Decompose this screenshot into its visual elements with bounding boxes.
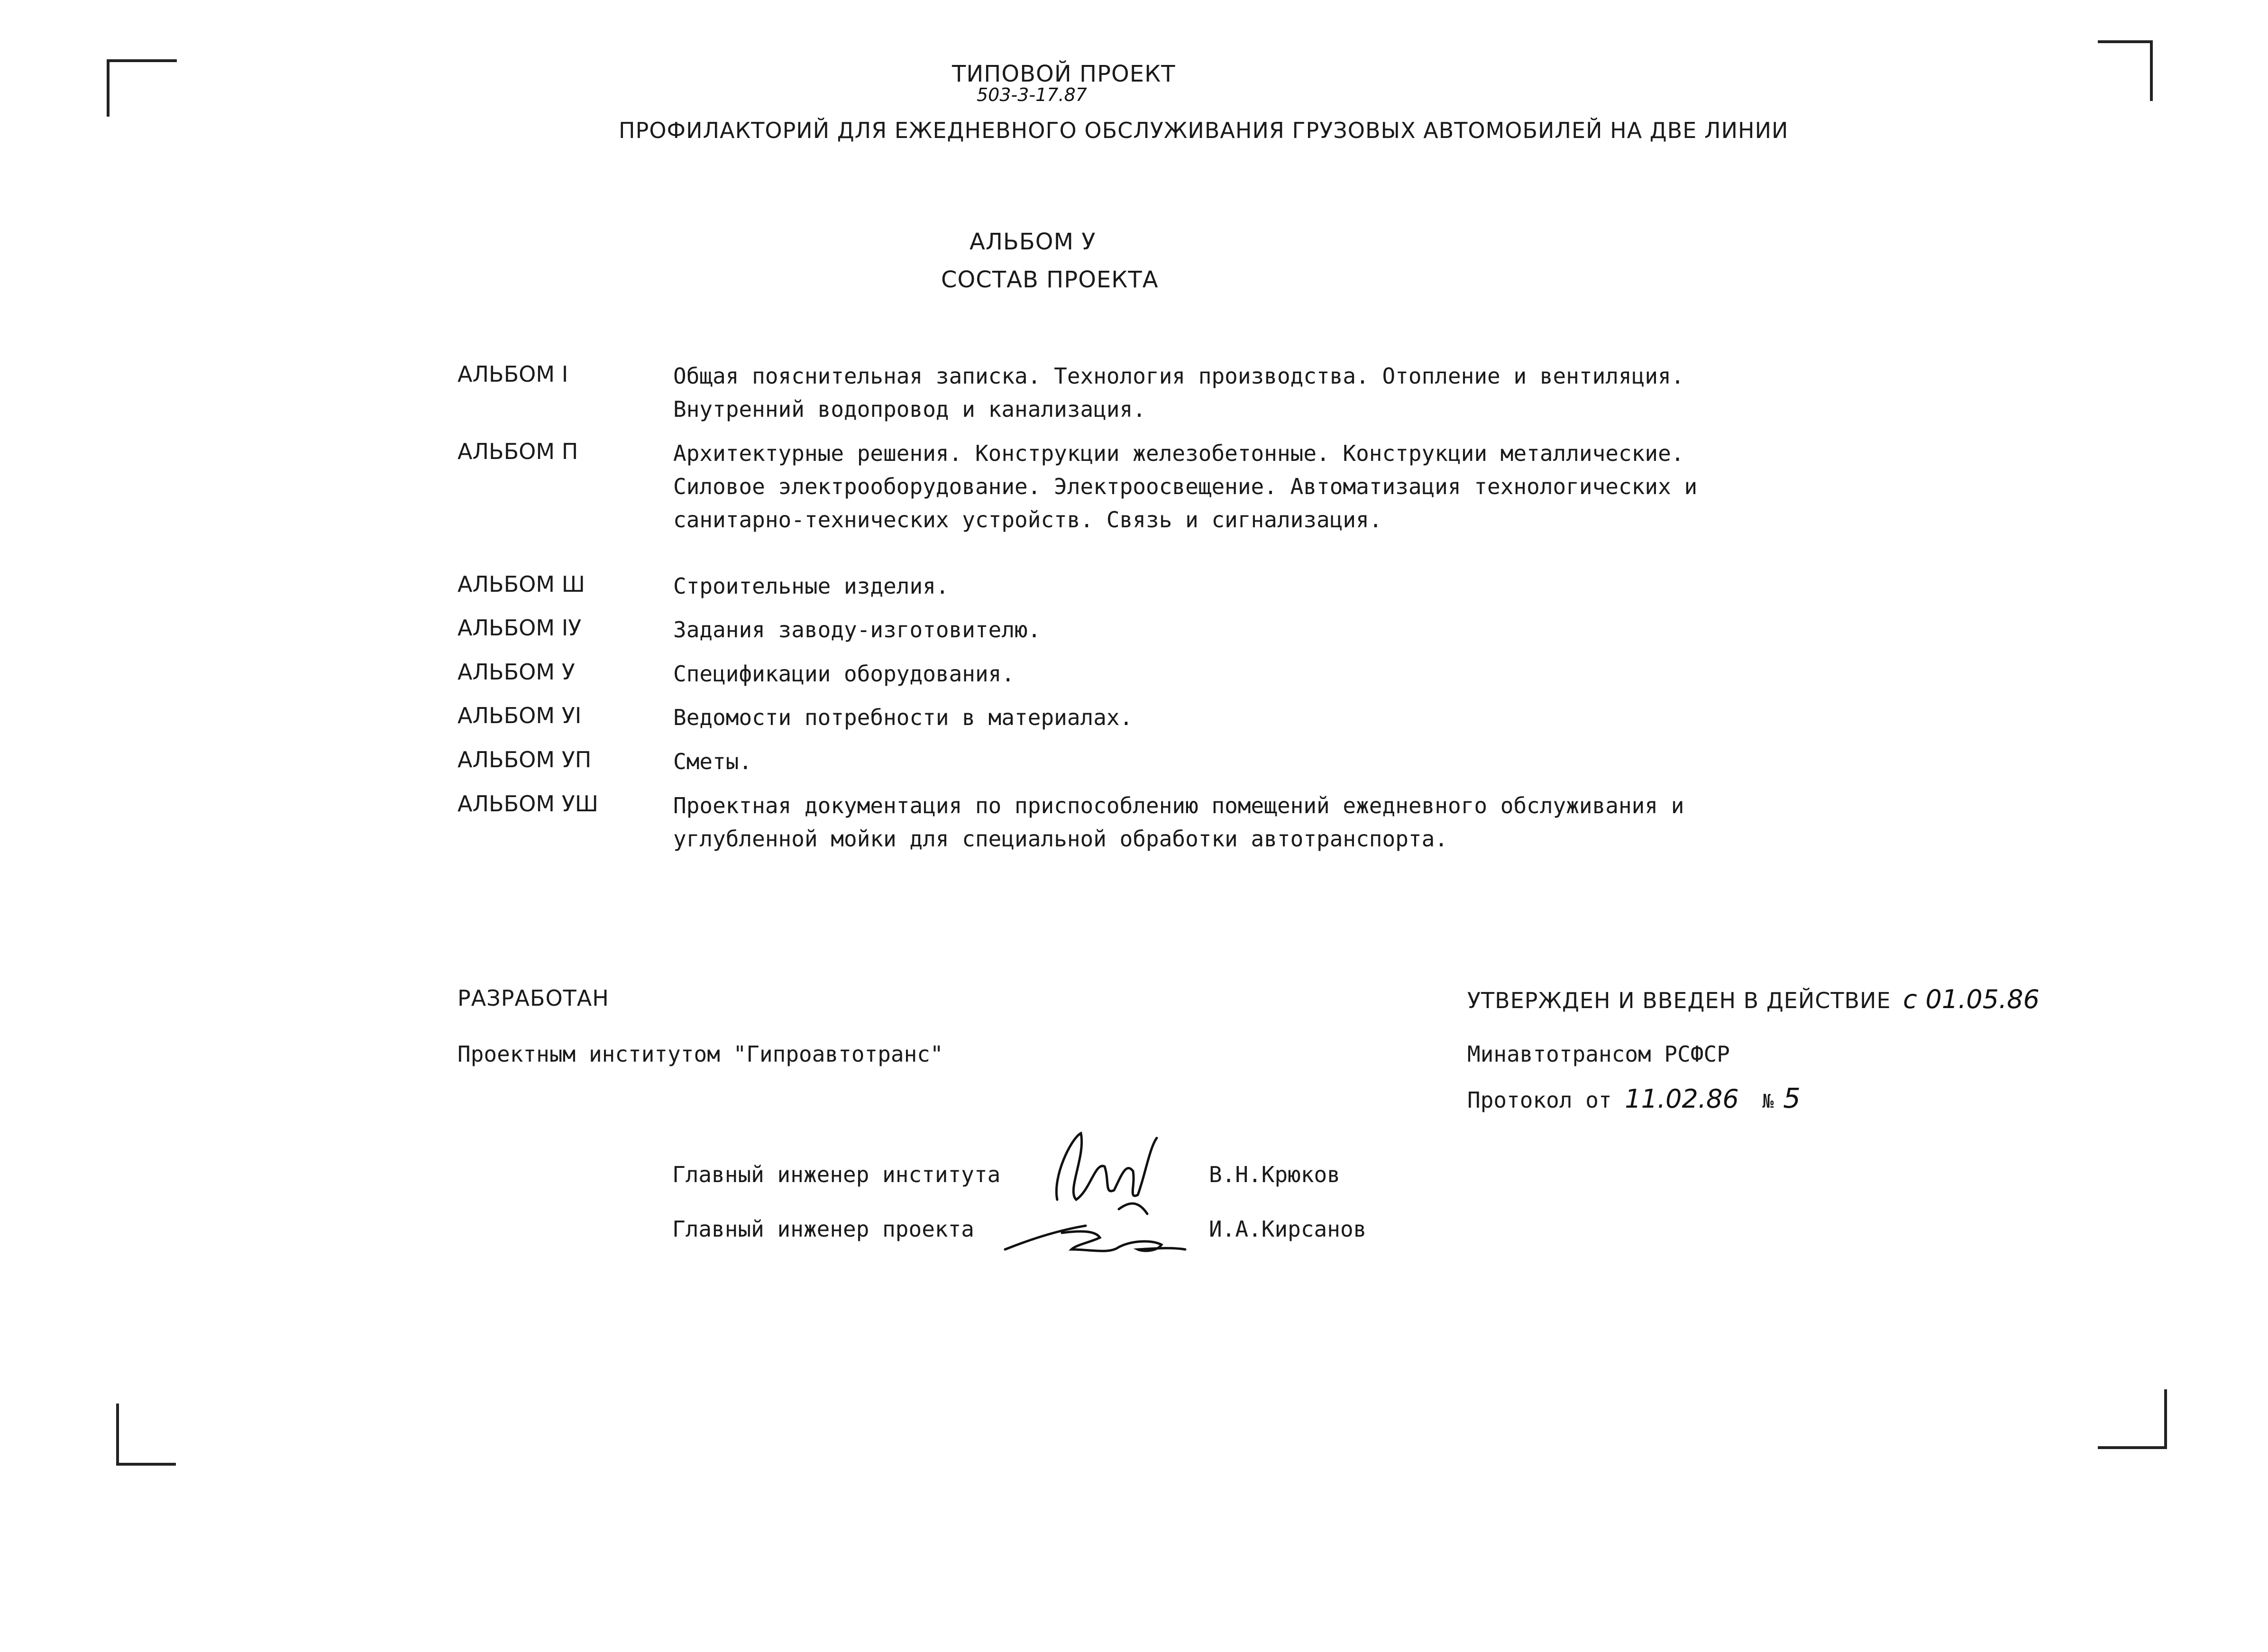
album-description (673, 569, 949, 603)
approved-label: УТВЕРЖДЕН И ВВЕДЕН В ДЕЙСТВИЕ (1467, 988, 1891, 1013)
project-number: 503-3-17.87 (977, 84, 1087, 105)
signature-name: И.А.Кирсанов (1209, 1216, 1367, 1242)
album-description (673, 701, 1133, 734)
album-code: АЛЬБОМ УП (457, 747, 592, 772)
album-description (673, 437, 1697, 536)
corner-mark-top-left (107, 59, 177, 117)
protocol-number: 5 (1783, 1082, 1801, 1114)
album-description-line: Спецификации оборудования. (673, 661, 1015, 687)
album-description-line: Общая пояснительная записка. Технология производства. Отопление и вентиляция. (673, 363, 1684, 389)
corner-mark-top-right (2098, 40, 2153, 101)
album-code: АЛЬБОМ Ш (457, 571, 585, 597)
album-code: АЛЬБОМ УI (457, 703, 582, 728)
album-description (673, 745, 752, 778)
album-code: АЛЬБОМ IУ (457, 615, 582, 641)
album-description-line: Архитектурные решения. Конструкции железобетонные. Конструкции металлические. (673, 441, 1684, 466)
album-description-line: Задания заводу-изготовителю. (673, 617, 1041, 642)
approved-date-prefix: с (1903, 984, 1917, 1014)
composition-heading: СОСТАВ ПРОЕКТА (941, 266, 1159, 293)
signature-role: Главный инженер института (672, 1162, 1001, 1187)
album-description-line: Сметы. (673, 749, 752, 774)
album-code: АЛЬБОМ У (457, 659, 575, 685)
album-description (673, 613, 1041, 646)
handwritten-signature-1 (1038, 1119, 1161, 1223)
album-description (673, 359, 1684, 426)
protocol-date: 11.02.86 (1625, 1084, 1739, 1114)
album-description-line: Силовое электрооборудование. Электроосвещение. Автоматизация технологических и (673, 474, 1698, 499)
album-heading: АЛЬБОМ У (969, 229, 1096, 255)
album-code: АЛЬБОМ П (457, 439, 578, 464)
album-description (673, 789, 1684, 855)
album-description-line: Ведомости потребности в материалах. (673, 705, 1133, 730)
album-description-line: санитарно-технических устройств. Связь и сигнализация. (673, 507, 1382, 532)
album-description-line: Проектная документация по приспособлению помещений ежедневного обслуживания и (673, 793, 1684, 818)
album-description-line: Внутренний водопровод и канализация. (673, 396, 1146, 422)
signature-name: В.Н.Крюков (1209, 1162, 1340, 1187)
album-code: АЛЬБОМ УШ (457, 791, 598, 817)
album-description (673, 657, 1015, 690)
corner-mark-bottom-right (2098, 1389, 2167, 1449)
album-description-line: Строительные изделия. (673, 573, 949, 599)
approved-date: 01.05.86 (1925, 984, 2039, 1014)
project-title: ПРОФИЛАКТОРИЙ ДЛЯ ЕЖЕДНЕВНОГО ОБСЛУЖИВАНИЯ ГРУЗОВЫХ АВТОМОБИЛЕЙ НА ДВЕ ЛИНИИ (619, 118, 1789, 143)
album-description-line: углубленной мойки для специальной обработки автотранспорта. (673, 826, 1448, 852)
protocol-number-sign: № (1762, 1091, 1774, 1112)
developed-by-institute: Проектным институтом "Гипроавтотранс" (457, 1041, 943, 1067)
developed-label: РАЗРАБОТАН (457, 985, 609, 1011)
album-code: АЛЬБОМ I (457, 361, 568, 387)
protocol-line (1467, 1082, 1801, 1114)
protocol-label: Протокол от (1467, 1087, 1612, 1113)
signature-role: Главный инженер проекта (672, 1216, 974, 1242)
project-type-label: ТИПОВОЙ ПРОЕКТ (952, 61, 1176, 87)
approved-line (1467, 984, 2039, 1014)
corner-mark-bottom-left (116, 1404, 176, 1466)
approved-ministry: Минавтотрансом РСФСР (1467, 1041, 1730, 1067)
handwritten-signature-2 (1000, 1211, 1190, 1264)
